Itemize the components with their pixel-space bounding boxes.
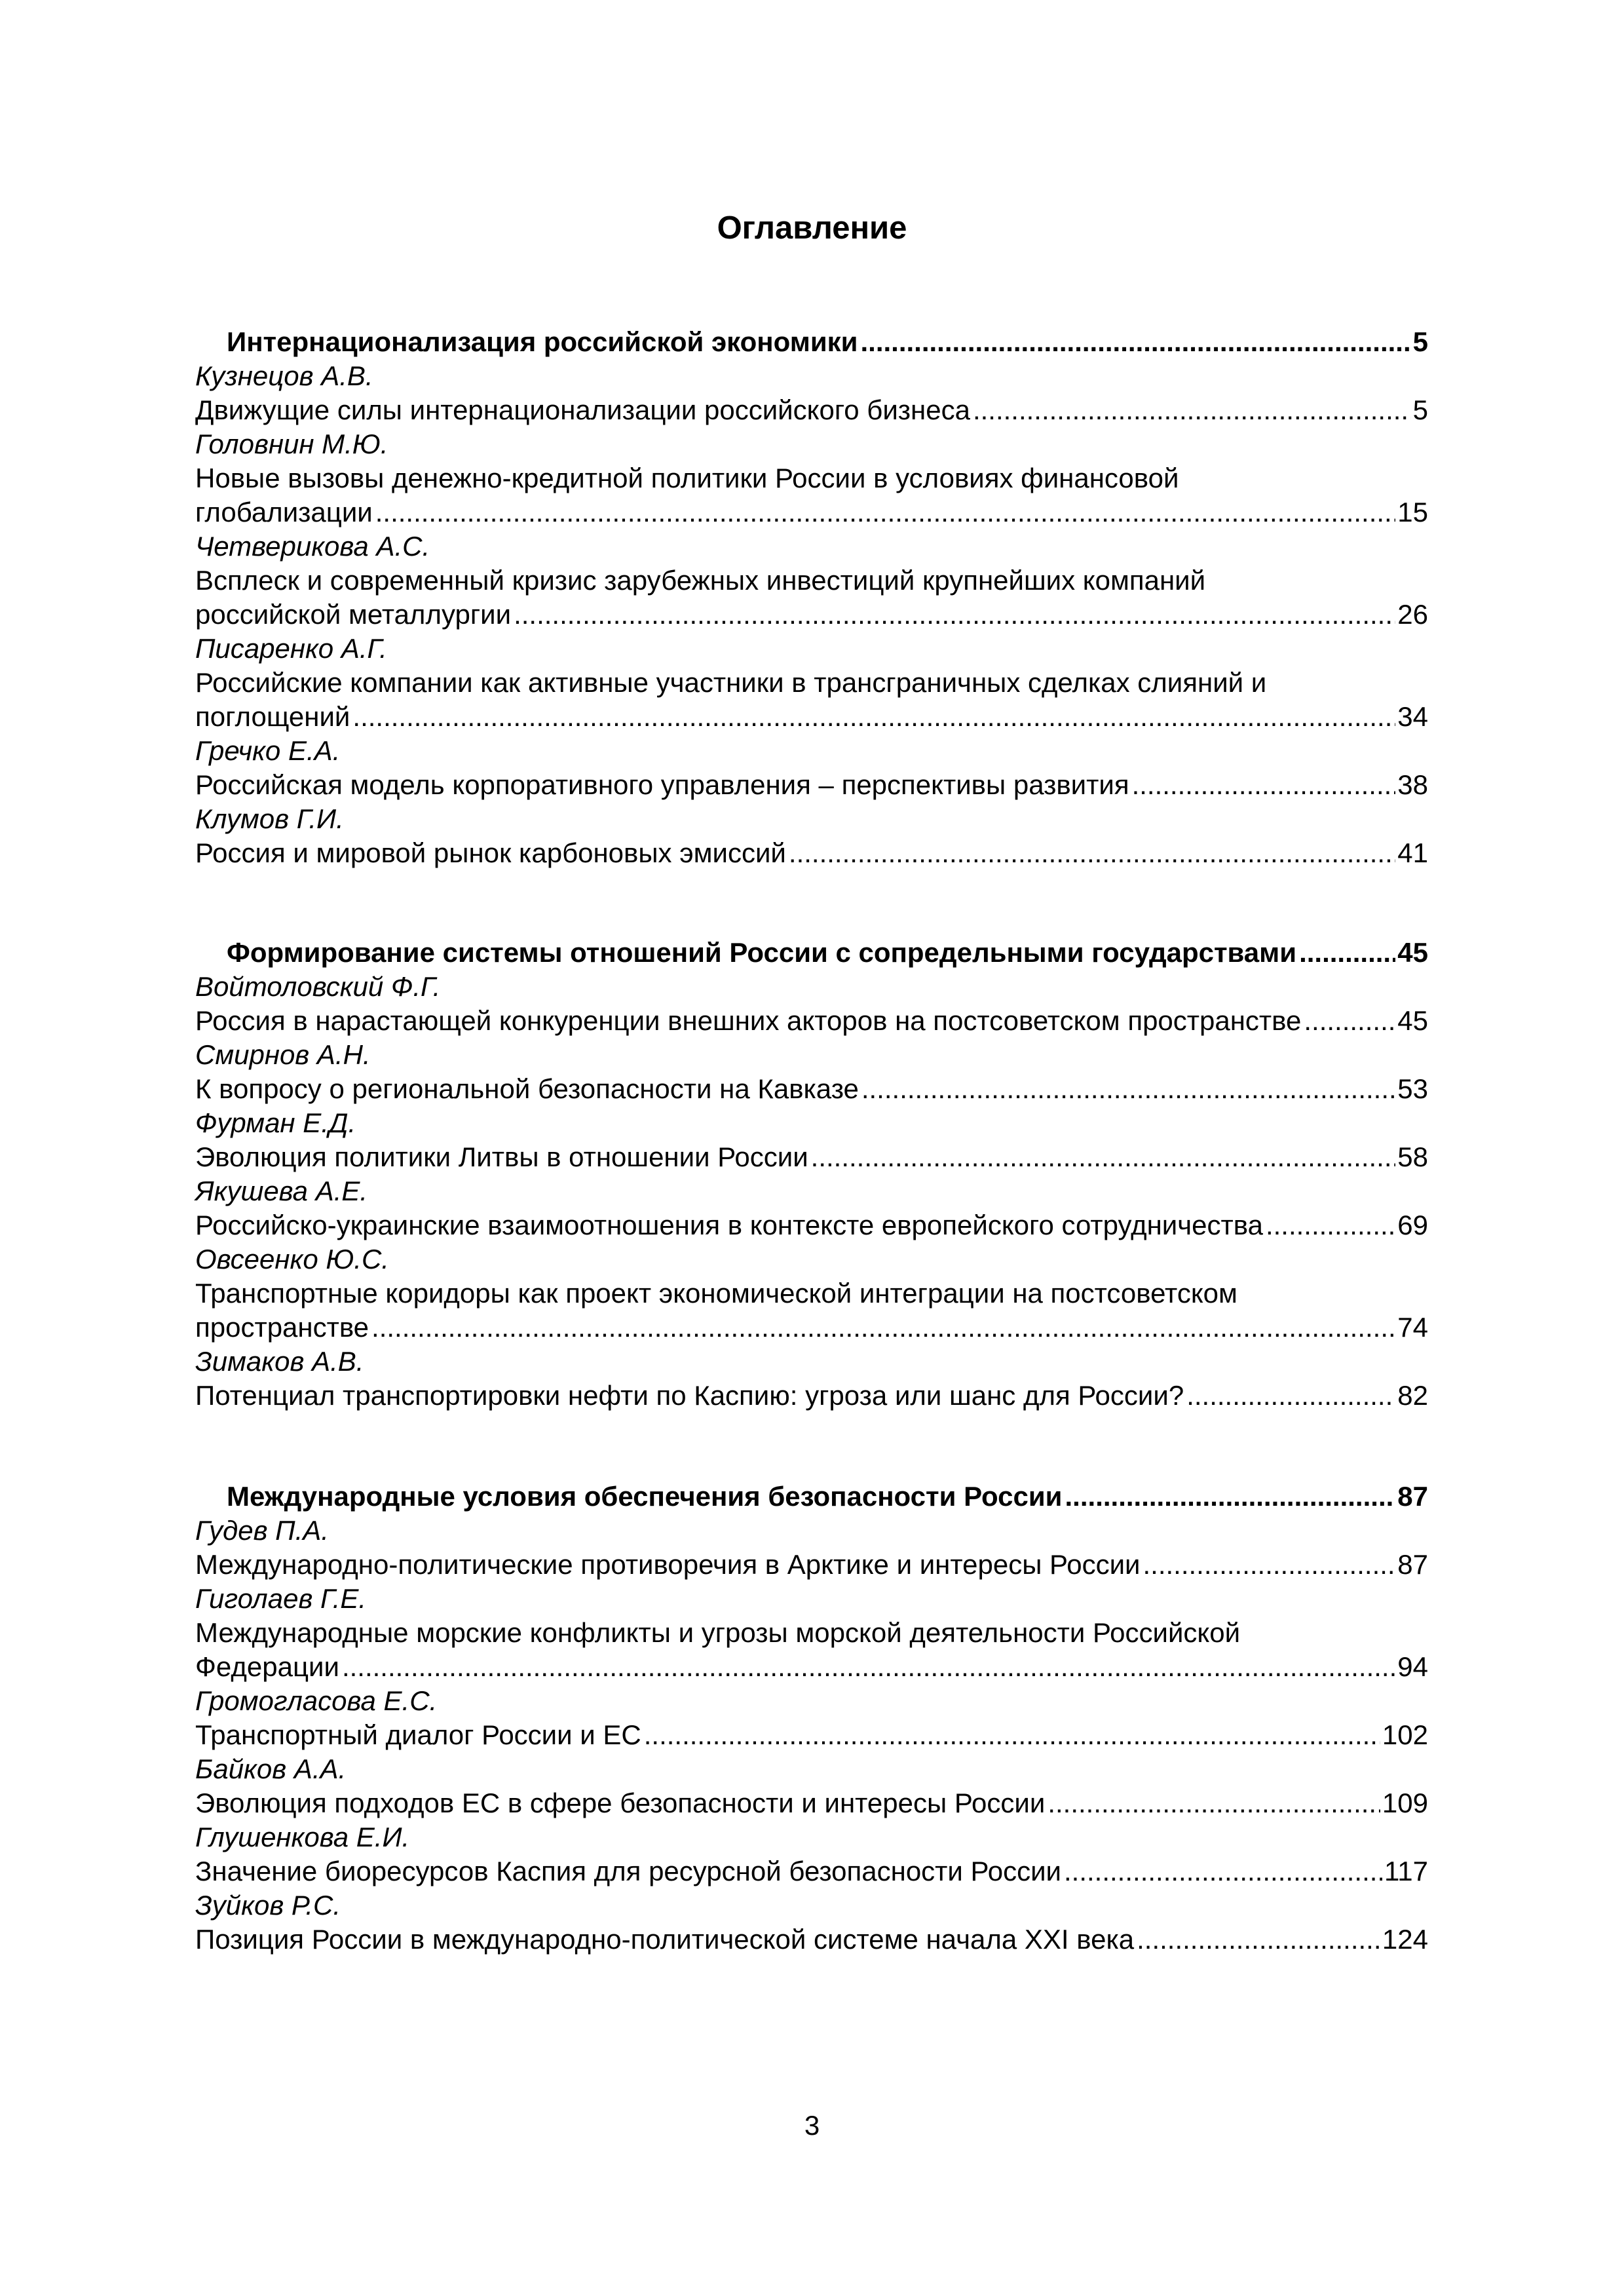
toc-entry[interactable] xyxy=(195,1311,1428,1345)
author-name: Якушева А.Е. xyxy=(195,1176,368,1206)
toc-page-number: 34 xyxy=(1397,701,1428,732)
dot-leader xyxy=(342,1650,1395,1684)
author-name: Гиголаев Г.Е. xyxy=(195,1583,367,1614)
author-name: Байков А.А. xyxy=(195,1753,347,1784)
toc-entry[interactable] xyxy=(195,495,1428,529)
dot-leader xyxy=(1266,1208,1395,1242)
toc-entry-title-line: Российские компании как активные участники в трансграничных сделках слияний и xyxy=(195,667,1267,698)
toc-entry-title-line: Транспортные коридоры как проект экономической интеграции на постсоветском xyxy=(195,1278,1237,1309)
toc-entry-title: Российско-украинские взаимоотношения в контексте европейского сотрудничества xyxy=(195,1210,1263,1240)
toc-section xyxy=(195,325,1428,870)
toc-entry-title: глобализации xyxy=(195,497,373,527)
toc-entry-title: Международно-политические противоречия в Арктике и интересы России xyxy=(195,1549,1141,1580)
dot-leader xyxy=(1132,768,1396,802)
toc-page-number: 74 xyxy=(1397,1312,1428,1343)
toc-page-number: 5 xyxy=(1412,394,1428,425)
toc-entry-title: Значение биоресурсов Каспия для ресурсной безопасности России xyxy=(195,1856,1061,1886)
toc-entry-title: Эволюция политики Литвы в отношении России xyxy=(195,1141,808,1172)
author-name: Гречко Е.А. xyxy=(195,735,341,766)
toc-page-number: 15 xyxy=(1397,497,1428,527)
dot-leader xyxy=(1304,1004,1395,1038)
toc-page-number: 102 xyxy=(1382,1719,1428,1750)
dot-leader xyxy=(1143,1548,1396,1582)
dot-leader xyxy=(1186,1379,1395,1413)
page-number: 3 xyxy=(804,2110,820,2141)
toc-entry[interactable] xyxy=(195,1923,1428,1957)
toc-entry[interactable] xyxy=(195,1548,1428,1582)
author-name: Глушенкова Е.И. xyxy=(195,1822,410,1852)
toc-entry-title-line: Новые вызовы денежно-кредитной политики России в условиях финансовой xyxy=(195,463,1179,493)
toc-entry-title: Транспортный диалог России и ЕС xyxy=(195,1719,641,1750)
dot-leader xyxy=(1064,1854,1382,1888)
dot-leader xyxy=(1137,1923,1380,1957)
author-name: Четверикова А.С. xyxy=(195,531,430,562)
section-heading[interactable] xyxy=(195,325,1428,359)
toc-entry-title: Российская модель корпоративного управления – перспективы развития xyxy=(195,769,1129,800)
toc-entry[interactable] xyxy=(195,393,1428,427)
dot-leader xyxy=(1065,1480,1396,1514)
author-name: Смирнов А.Н. xyxy=(195,1039,371,1070)
toc-entry-title: Россия в нарастающей конкуренции внешних акторов на постсоветском пространстве xyxy=(195,1005,1302,1036)
toc-entry[interactable] xyxy=(195,1208,1428,1242)
toc-entry[interactable] xyxy=(195,1854,1428,1888)
toc-entry-title-line: Всплеск и современный кризис зарубежных инвестиций крупнейших компаний xyxy=(195,565,1206,596)
toc-entry[interactable] xyxy=(195,1004,1428,1038)
toc-entry-title: Россия и мировой рынок карбоновых эмиссий xyxy=(195,837,786,868)
author-name: Клумов Г.И. xyxy=(195,803,344,834)
toc-page-number: 41 xyxy=(1397,837,1428,868)
author-name: Кузнецов А.В. xyxy=(195,360,373,391)
dot-leader xyxy=(1299,936,1395,970)
toc-entry[interactable] xyxy=(195,1786,1428,1820)
toc-section xyxy=(195,936,1428,1413)
dot-leader xyxy=(973,393,1411,427)
toc-entry[interactable] xyxy=(195,1379,1428,1413)
toc-entry-title: Международные условия обеспечения безопасности России xyxy=(227,1481,1063,1512)
toc-section xyxy=(195,1480,1428,1957)
toc-page-number: 45 xyxy=(1397,1005,1428,1036)
toc-page-number: 53 xyxy=(1397,1073,1428,1104)
toc-entry-title: К вопросу о региональной безопасности на Кавказе xyxy=(195,1073,859,1104)
author-name: Зимаков А.В. xyxy=(195,1346,364,1377)
dot-leader xyxy=(811,1140,1396,1174)
dot-leader xyxy=(644,1718,1380,1752)
author-name: Гудев П.А. xyxy=(195,1515,329,1546)
toc-entry-title: Эволюция подходов ЕС в сфере безопасности и интересы России xyxy=(195,1788,1046,1818)
author-name: Овсеенко Ю.С. xyxy=(195,1244,389,1274)
dot-leader xyxy=(352,700,1395,734)
toc-page-number: 45 xyxy=(1397,937,1428,968)
toc-page-number: 69 xyxy=(1397,1210,1428,1240)
toc-entry[interactable] xyxy=(195,1072,1428,1106)
author-name: Головнин М.Ю. xyxy=(195,429,388,459)
toc-page-number: 94 xyxy=(1397,1651,1428,1682)
section-heading[interactable] xyxy=(195,936,1428,970)
toc-entry-title: пространстве xyxy=(195,1312,369,1343)
toc-entry-title-line: Международные морские конфликты и угрозы морской деятельности Российской xyxy=(195,1617,1241,1648)
toc-entry[interactable] xyxy=(195,1718,1428,1752)
toc-page-number: 82 xyxy=(1397,1380,1428,1411)
toc-entry[interactable] xyxy=(195,836,1428,870)
toc-page-number: 5 xyxy=(1412,326,1428,357)
author-name: Войтоловский Ф.Г. xyxy=(195,971,441,1002)
dot-leader xyxy=(861,1072,1395,1106)
toc-entry-title: Федерации xyxy=(195,1651,339,1682)
toc-page-number: 38 xyxy=(1397,769,1428,800)
author-name: Фурман Е.Д. xyxy=(195,1107,356,1138)
toc-page-number: 26 xyxy=(1397,599,1428,630)
toc-entry[interactable] xyxy=(195,768,1428,802)
toc-page-number: 58 xyxy=(1397,1141,1428,1172)
toc-entry[interactable] xyxy=(195,1140,1428,1174)
section-heading[interactable] xyxy=(195,1480,1428,1514)
toc-entry[interactable] xyxy=(195,1650,1428,1684)
toc-entry-title: Позиция России в международно-политической системе начала XXI века xyxy=(195,1924,1135,1955)
toc-entry[interactable] xyxy=(195,700,1428,734)
toc-entry-title: Интернационализация российской экономики xyxy=(227,326,858,357)
toc-page-number: 87 xyxy=(1397,1549,1428,1580)
toc-entry[interactable] xyxy=(195,598,1428,632)
toc-page-number: 124 xyxy=(1382,1924,1428,1955)
dot-leader xyxy=(860,325,1410,359)
dot-leader xyxy=(1048,1786,1380,1820)
dot-leader xyxy=(371,1311,1395,1345)
toc-entry-title: Потенциал транспортировки нефти по Каспию: угроза или шанс для России? xyxy=(195,1380,1184,1411)
page-title: Оглавление xyxy=(717,210,907,246)
dot-leader xyxy=(514,598,1395,632)
toc-entry-title: Движущие силы интернационализации российского бизнеса xyxy=(195,394,970,425)
author-name: Писаренко А.Г. xyxy=(195,633,387,664)
toc-entry-title: Формирование системы отношений России с сопредельными государствами xyxy=(227,937,1297,968)
toc-page-number: 109 xyxy=(1382,1788,1428,1818)
author-name: Громогласова Е.С. xyxy=(195,1685,438,1716)
toc-entry-title: поглощений xyxy=(195,701,350,732)
toc-entry-title: российской металлургии xyxy=(195,599,512,630)
toc-page-number: 117 xyxy=(1384,1856,1428,1886)
dot-leader xyxy=(789,836,1395,870)
toc-page-number: 87 xyxy=(1397,1481,1428,1512)
dot-leader xyxy=(375,495,1396,529)
author-name: Зуйков Р.С. xyxy=(195,1890,341,1921)
